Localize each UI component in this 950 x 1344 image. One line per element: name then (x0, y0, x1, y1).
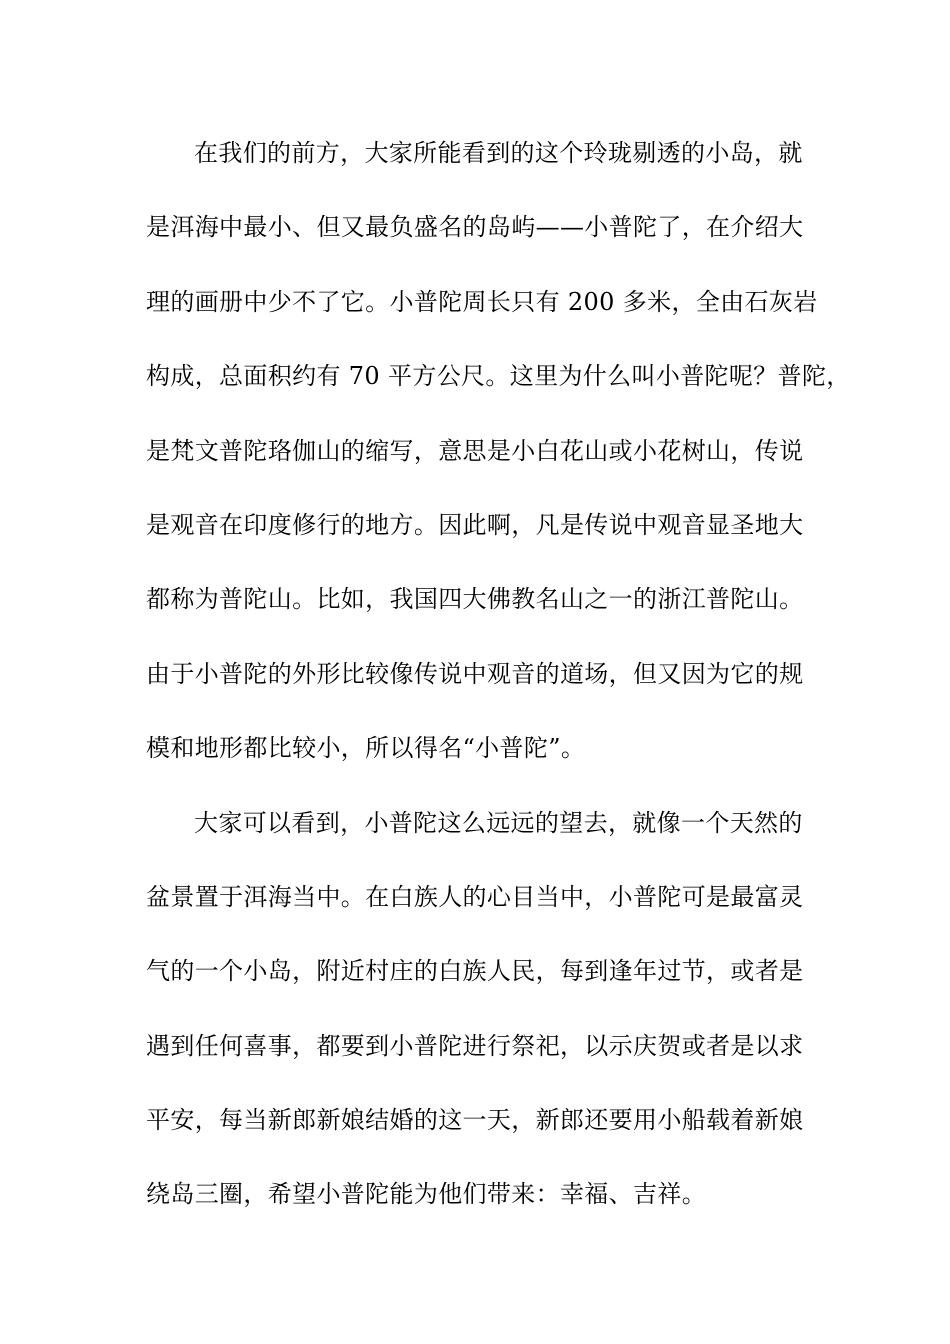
text-line: 构成，总面积约有 70 平方公尺。这里为什么叫小普陀呢？普陀， (146, 362, 851, 391)
text-line: 大家可以看到，小普陀这么远远的望去，就像一个天然的 (194, 808, 803, 837)
text-line: 是洱海中最小、但又最负盛名的岛屿——小普陀了，在介绍大 (146, 213, 804, 242)
text-line: 模和地形都比较小，所以得名“小普陀”。 (146, 734, 586, 763)
document-body (146, 129, 851, 1245)
text-line: 绕岛三圈，希望小普陀能为他们带来：幸福、吉祥。 (146, 1180, 707, 1209)
text-line: 是观音在印度修行的地方。因此啊，凡是传说中观音显圣地大 (146, 510, 804, 539)
text-line: 在我们的前方，大家所能看到的这个玲珑剔透的小岛，就 (194, 139, 803, 167)
text-line: 盆景置于洱海当中。在白族人的心目当中，小普陀可是最富灵 (146, 882, 804, 911)
paragraph-1 (146, 129, 851, 799)
text-line: 都称为普陀山。比如，我国四大佛教名山之一的浙江普陀山。 (146, 585, 804, 614)
paragraph-2 (146, 799, 846, 1245)
text-line: 气的一个小岛，附近村庄的白族人民，每到逢年过节，或者是 (146, 957, 804, 986)
text-line: 遇到任何喜事，都要到小普陀进行祭祀，以示庆贺或者是以求 (146, 1031, 804, 1060)
text-line: 理的画册中少不了它。小普陀周长只有 200 多米，全由石灰岩 (146, 287, 818, 316)
text-line: 由于小普陀的外形比较像传说中观音的道场，但又因为它的规 (146, 659, 804, 688)
text-line: 是梵文普陀珞伽山的缩写，意思是小白花山或小花树山，传说 (146, 436, 804, 465)
text-line: 平安，每当新郎新娘结婚的这一天，新郎还要用小船载着新娘 (146, 1106, 804, 1135)
